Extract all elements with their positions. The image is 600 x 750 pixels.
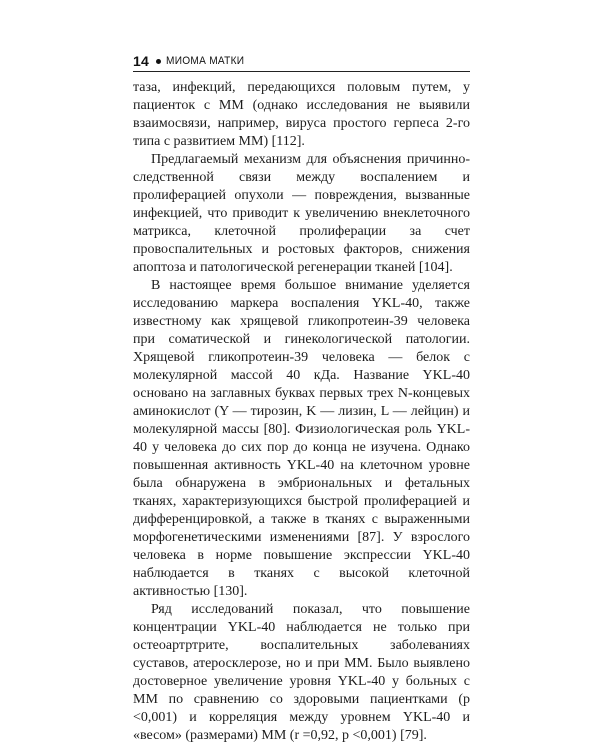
bullet-separator-icon — [156, 59, 161, 64]
header-rule — [133, 71, 470, 72]
running-title: МИОМА МАТКИ — [165, 55, 245, 67]
running-header — [133, 53, 251, 69]
page-number: 14 — [133, 53, 149, 69]
paragraph-ykl40-marker: В настоящее время большое внимание уделяется исследованию маркера воспаления YKL-40, также известному как хрящевой гликопротеин-39 человека при соматической и гинекологической патологии. Хрящевой гликопротеин-39 человека — белок с молекулярной массой 40 кДа. Название YKL-40 основано на заглавных буквах первых трех N-концевых аминокислот (Y — тирозин, K — лизин, L — лейцин) и молекулярной массы [80]. Физиологическая роль YKL-40 у человека до сих пор до конца не изучена. Однако повышенная активность YKL-40 на клеточном уровне была обнаружена в эмбриональных и фетальных тканях, характеризующихся быстрой пролиферацией и дифференцировкой, а также в тканях с выраженными морфогенетическими изменениями [87]. У взрослого человека в норме повышение экспрессии YKL-40 наблюдается в тканях с высокой клеточной активностью [130]. — [133, 278, 470, 599]
paragraph-studies: Ряд исследований показал, что повышение концентрации YKL-40 наблюдается не только при остеоартртрите, воспалительных заболеваниях суставов, атеросклерозе, но и при ММ. Было выявлено достоверное увеличение уровня YKL-40 у больных с ММ по сравнению со здоровыми пациентками (p <0,001) и корреляция между уровнем YKL-40 и «весом» (размерами) ММ (r =0,92, p <0,001) [79]. — [133, 602, 470, 743]
body-text — [133, 79, 470, 745]
paragraph-mechanism: Предлагаемый механизм для объяснения причинно-следственной связи между воспалением и пролиферацией опухоли — повреждения, вызванные инфекцией, что приводит к увеличению внеклеточного матрикса, клеточной пролиферации за счет провоспалительных и ростовых факторов, снижения апоптоза и патологической регенерации тканей [104]. — [133, 152, 470, 275]
paragraph-continued: таза, инфекций, передающихся половым путем, у пациенток с ММ (однако исследования не выявили взаимосвязи, например, вируса простого герпеса 2-го типа с развитием ММ) [112]. — [133, 80, 470, 149]
